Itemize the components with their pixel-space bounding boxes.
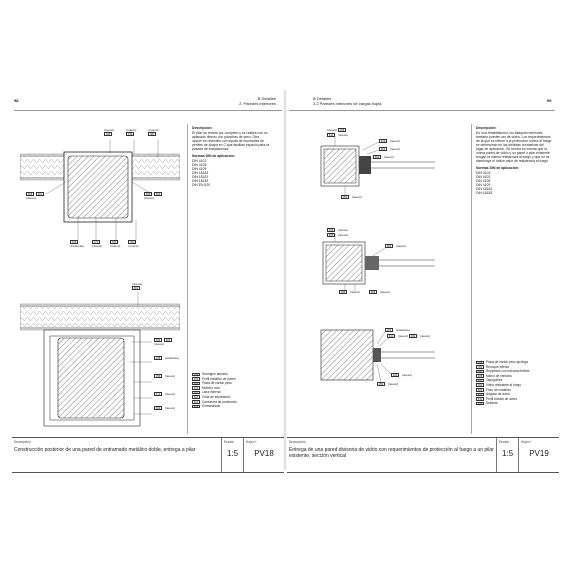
scale-heading: Escala: [224, 439, 234, 444]
tag: 156 (nuevo): [328, 228, 349, 232]
description-panel: [476, 126, 552, 195]
right-side-tag: 636 623 (nuevo): [144, 193, 161, 200]
running-head: [220, 96, 276, 106]
norm-item: DIN 18183: [476, 191, 493, 195]
detail-drawing-top: [20, 128, 180, 262]
norms-label: Normas DIN de aplicación:: [192, 154, 235, 158]
norm-item: DIN 18183: [192, 179, 209, 183]
tag: 250 (nuevo): [340, 290, 361, 294]
running-head-section: 3.2 Paredes interiores de cargas hojas: [313, 101, 382, 106]
tag: 156 (nuevo): [110, 241, 121, 248]
tag: 604 (nuevo): [128, 241, 139, 248]
bottom-tag-group: [70, 240, 139, 248]
tag: 172 (nuevo): [155, 392, 176, 396]
tag: 156 (nuevo): [155, 374, 176, 378]
detail-drawing-middle: [315, 228, 435, 298]
legend-item: 154 Perfil metálico de pared: [193, 376, 236, 382]
title-block-scale: [497, 438, 519, 472]
sheet-heading: Hoja nº: [521, 439, 532, 444]
legend-item: 636 Sellante: [477, 401, 498, 406]
title-block-sheet: [519, 438, 559, 472]
legend-item: 611 Perfil tubular de acero: [477, 396, 518, 402]
tag: 135 (existente): [70, 241, 85, 248]
detail-drawing-bottom: [20, 282, 180, 432]
legend-item: 156 Placa de cartón yeso ignífuga: [477, 360, 528, 365]
scale-heading: Escala: [499, 439, 509, 444]
legend-item: 462 Taquguiries: [477, 378, 503, 383]
description-heading: Descripción: [14, 439, 31, 444]
right-tag-group: [154, 338, 180, 420]
right-page: [285, 0, 570, 570]
sheet-number: PV18: [254, 448, 274, 458]
tag: 611 (nuevo): [328, 133, 349, 137]
tag: (nuevo) 156: [327, 128, 345, 132]
norm-item: DIN 4109: [192, 167, 207, 171]
material-legend: [476, 360, 556, 406]
top-tag-group: [104, 128, 159, 136]
tag: 135 (existente): [155, 356, 179, 360]
legend-item: 301 Lana mineral: [193, 390, 221, 395]
detail-drawing-top: [315, 128, 435, 208]
norm-item: DIN 18183: [192, 171, 209, 175]
legend-item: 250 Rejuntado con lechada flexible: [477, 369, 530, 374]
sheet-description: Entrega de una pared divisoria de vidrio con requerimientos de protección al fuego a un pilar existente, sección vertical: [289, 446, 494, 459]
tag: 611 (nuevo): [388, 334, 409, 338]
top-tag: (nuevo) 301: [132, 282, 143, 290]
title-block-sheet: [244, 438, 284, 472]
norm-item: DIN 4102: [192, 159, 207, 163]
header-rule: [289, 110, 555, 111]
tag: 462 (nuevo): [380, 147, 401, 151]
sheet-description: Construcción posterior de una pared de entramado metálico doble, entrega a pilar: [14, 446, 196, 453]
tag: 403 (nuevo): [380, 139, 401, 143]
running-head: [313, 96, 381, 106]
norm-item: DIN 4108: [476, 179, 491, 183]
material-legend: [192, 372, 272, 409]
left-side-tag: 636 621 (nuevo): [26, 193, 43, 200]
scale-value: 1:5: [226, 448, 239, 458]
tag: 172 (nuevo): [92, 241, 103, 248]
sheet-number: PV19: [529, 448, 549, 458]
detail-drawing-bottom: [315, 318, 435, 398]
description-text: El pilar se reviste por completo y se realiza con un aplacado directo con planchas de yeso. Otra opción es revestirlo con ayuda de montantes de perfiles de chapa en C que facilitan espacio para la pasada de instalaciones.: [192, 131, 269, 151]
legend-item: 602 Angular de acero: [477, 392, 511, 397]
page-number: 98: [14, 98, 19, 103]
legend-item: 135 Hormigón armado: [193, 372, 228, 377]
tag: 505 (nuevo): [328, 233, 349, 237]
legend-item: 636 Emmasillado: [193, 404, 221, 409]
description-heading: Descripción: [289, 439, 306, 444]
tag: (nuevo) 301: [148, 128, 159, 136]
norm-item: DIN EN 520: [192, 183, 211, 187]
tag: 250 (nuevo): [378, 382, 399, 386]
running-head-section: 2. Paredes interiores: [239, 101, 276, 106]
title-block-scale: [222, 438, 244, 472]
norm-item: DIN 18181: [476, 187, 493, 191]
description-panel: [192, 126, 270, 187]
description-label: Descripción:: [476, 126, 497, 130]
sheet-heading: Hoja nº: [246, 439, 257, 444]
title-block: [287, 437, 559, 473]
legend-item: 405 Marco de ventana: [477, 373, 512, 379]
sidebar-rule: [471, 124, 472, 434]
tag: 462 (nuevo): [392, 373, 413, 377]
running-head-chapter: B Detalles: [313, 96, 332, 101]
norm-item: DIN 4103: [476, 171, 491, 175]
norms-label: Normas DIN de aplicación:: [476, 166, 519, 170]
tag: 151 (existente): [386, 328, 410, 332]
legend-item: 160 Revoque interior: [477, 364, 510, 370]
tag: 604 (nuevo): [155, 406, 176, 410]
legend-item: 492 Vidrio resistente al fuego: [477, 382, 522, 388]
title-block: [12, 437, 284, 473]
tag: 492 (nuevo): [410, 334, 431, 338]
tag: (nuevo) 158: [104, 128, 115, 136]
tag: 608 (nuevo): [370, 290, 391, 294]
norm-item: DIN 4102: [476, 175, 491, 179]
tag: (nuevo) 154: [126, 128, 137, 136]
legend-item: 156 Placa de cartón yeso: [193, 381, 232, 386]
legend-item: 604 Cinta de separación: [193, 394, 231, 400]
scale-value: 1:5: [501, 448, 514, 458]
tag: 602 (nuevo): [386, 244, 407, 248]
title-block-description: [287, 438, 497, 472]
tag: 609 (nuevo): [374, 155, 395, 159]
legend-item: 505 Friso de maderas: [477, 387, 511, 393]
norm-item: DIN 18181: [192, 175, 209, 179]
norm-item: DIN 4109: [476, 183, 491, 187]
tag: 250 (nuevo): [342, 195, 363, 199]
running-head-chapter: B Detalles: [257, 96, 276, 101]
description-text: En una rehabilitación, los tabiques interiores también pueden ser de vidrio. Los requerimientos de la que se refiere a la protección contra el fuego se determinan en las distintas normativas del lugar de aplicación. Se tendrá en cuenta que la nueva pared de vidrio y su panel o pilar existente tengan la misma resistencia al fuego y que no se disminuya el índice valor de resistencia al fuego.: [476, 131, 552, 163]
page-number: 99: [547, 98, 552, 103]
title-block-description: [12, 438, 222, 472]
description-label: Descripción:: [192, 126, 213, 130]
legend-item: 621 Cantonera de protección: [193, 399, 237, 405]
legend-item: 172 Mortero cola: [193, 385, 220, 391]
sidebar-rule: [187, 124, 188, 434]
header-rule: [14, 110, 282, 111]
norm-item: DIN 4108: [192, 163, 207, 167]
tag: 636 622 (nuevo): [154, 339, 171, 346]
